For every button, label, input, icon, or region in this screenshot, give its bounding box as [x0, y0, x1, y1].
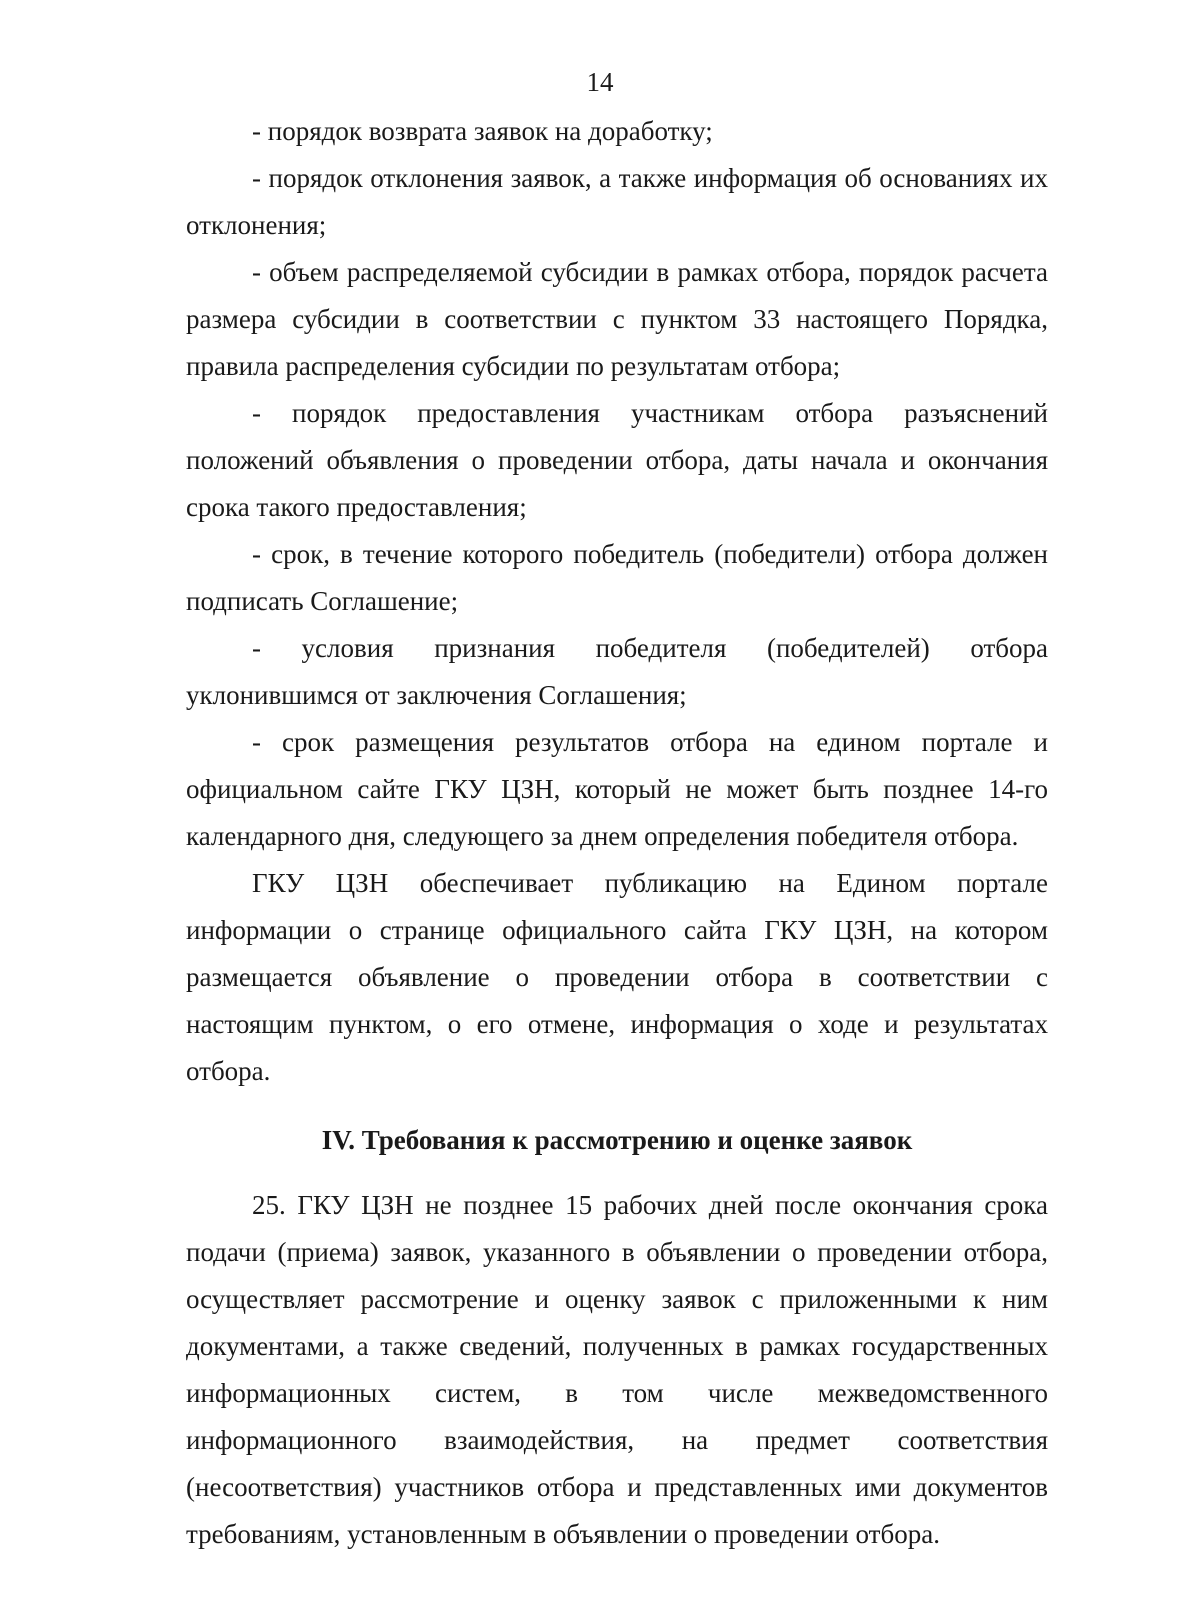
- section-heading: IV. Требования к рассмотрению и оценке заявок: [321, 1125, 913, 1155]
- list-item-clarifications: - порядок предоставления участникам отбора разъяснений положений объявления о проведении отбора, даты начала и окончания срока такого предоставления;: [186, 398, 1048, 522]
- list-item-return-order: - порядок возврата заявок на доработку;: [252, 116, 713, 146]
- list-item-evasion-conditions: - условия признания победителя (победителей) отбора уклонившимся от заключения Соглашения;: [186, 633, 1048, 710]
- list-item-results-publication: - срок размещения результатов отбора на едином портале и официальном сайте ГКУ ЦЗН, который не может быть позднее 14-го календарного дня, следующего за днем определения победителя отбора.: [186, 727, 1048, 851]
- paragraph-clause-25: 25. ГКУ ЦЗН не позднее 15 рабочих дней после окончания срока подачи (приема) заявок, указанного в объявлении о проведении отбора, осуществляет рассмотрение и оценку заявок с приложенными к ним документами, а также сведений, полученных в рамках государственных информационных систем, в том числе межведомственного информационного взаимодействия, на предмет соответствия (несоответствия) участников отбора и представленных ими документов требованиям, установленным в объявлении о проведении отбора.: [186, 1190, 1048, 1549]
- list-item-subsidy-volume: - объем распределяемой субсидии в рамках отбора, порядок расчета размера субсидии в соответствии с пунктом 33 настоящего Порядка, правила распределения субсидии по результатам отбора;: [186, 257, 1048, 381]
- list-item-signing-deadline: - срок, в течение которого победитель (победители) отбора должен подписать Соглашение;: [186, 539, 1048, 616]
- list-item-rejection-order: - порядок отклонения заявок, а также информация об основаниях их отклонения;: [186, 163, 1048, 240]
- document-body: [186, 108, 1048, 1558]
- paragraph-portal-publication: ГКУ ЦЗН обеспечивает публикацию на Едином портале информации о странице официального сайта ГКУ ЦЗН, на котором размещается объявление о проведении отбора в соответствии с настоящим пунктом, о его отмене, информация о ходе и результатах отбора.: [186, 868, 1048, 1086]
- page-number: 14: [586, 67, 614, 97]
